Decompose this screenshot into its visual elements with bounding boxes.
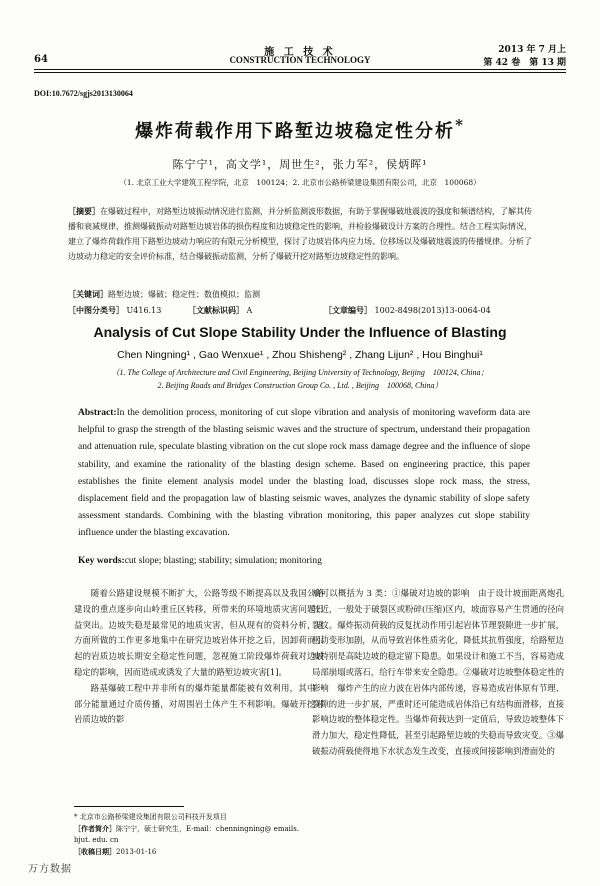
affiliation-en-line: （1. The College of Architecture and Civil Engineering, Beijing University of Technology, Beijing 100124, China；: [111, 368, 489, 377]
body-paragraph: 随着公路建设规模不断扩大，公路等级不断提高以及我国公路建设的重点逐步向山岭重丘区转移，所带来的环境地质灾害问题日益突出。边坡失稳是最常见的地质灾害，但从现有的资料分析，这方面所做的工作更多地集中在研究边坡岩体开挖之后，因卸荷而引起的岩质边坡长期安全稳定性问题，忽视施工阶段爆炸荷载对边坡稳定的影响，因而造成或诱发了大量的路堑边坡灾害[1]。: [74, 588, 324, 677]
article-value: 1002-8498(2013)13-0064-04: [374, 306, 491, 315]
keywords-en: [78, 556, 530, 566]
header-rule-thin: [34, 72, 566, 73]
keywords-cn-text: 路堑边坡；爆破；稳定性；数值模拟；监测: [108, 290, 260, 299]
page-number: 64: [34, 54, 48, 65]
keywords-en-text: cut slope; blasting; stability; simulation; monitoring: [124, 556, 322, 566]
doc-value: A: [246, 306, 253, 315]
title-cn: [0, 116, 600, 143]
keywords-en-label: Key words:: [78, 556, 125, 566]
authors-en: Chen Ningning¹ , Gao Wenxue¹ , Zhou Shisheng² , Zhang Lijun² , Hou Binghui¹: [117, 349, 483, 361]
received-note-text: 2013-01-16: [116, 848, 157, 856]
article-number: [324, 305, 491, 316]
abstract-en-label: Abstract:: [78, 408, 117, 418]
received-note-label: ［收稿日期］: [74, 847, 116, 856]
affiliation-en-line: 2. Beijing Roads and Bridges Construction Group Co. , Ltd. , Beijing 100068, China）: [157, 381, 443, 390]
running-header: [34, 36, 566, 70]
title-cn-text: 爆炸荷载作用下路堑边坡稳定性分析: [135, 121, 456, 142]
abstract-en-text: In the demolition process, monitoring of cut slope vibration and analysis of monitoring waveform data are helpful to grasp the strength of the blasting seismic waves and the structure of spectrum, understand their propagation and attenuation rule, speculate blasting vibration on the cut slope rock mass damage degree and the influence of slope stability, and examine the rationality of the blasting design scheme. Based on engineering practice, this paper establishes the finite element analysis model under the blasting load, discusses slope rock mass, the stress, displacement field and the propagation law of blasting seismic waves, analyzes the dynamic stability of slope safety assessment standards. Combining with the blasting vibration monitoring, this paper analyzes cut slope stability influence under the blasting excavation.: [78, 408, 530, 539]
abstract-cn: [68, 204, 532, 264]
journal-name-en: CONSTRUCTION TECHNOLOGY: [229, 55, 371, 65]
doc-code: [188, 305, 252, 316]
abstract-cn-label: ［摘要］: [68, 206, 100, 216]
received-note: [74, 846, 314, 858]
affiliations-en: [0, 366, 600, 392]
authors-cn: 陈宁宁¹，高文学¹，周世生²，张力军²，侯炳晖¹: [172, 158, 428, 171]
body-column-right: [312, 586, 564, 760]
affiliations-cn: （1. 北京工业大学建筑工程学院，北京 100124；2. 北京市公路桥梁建设集团有限公司，北京 100068）: [119, 178, 481, 187]
author-note: [74, 823, 314, 846]
doi: DOI:10.7672/sgjs2013130064: [34, 89, 133, 98]
keywords-cn: [68, 289, 532, 300]
volume-issue: 第 42 卷 第 13 期: [483, 58, 566, 68]
header-rule-thick: [34, 69, 566, 70]
keywords-cn-label: ［关键词］: [68, 289, 108, 299]
title-fund-mark: *: [455, 116, 465, 134]
author-note-text: 陈宁宁，硕士研究生，E-mail：chenningning@ emails. bjut. edu. cn: [74, 825, 299, 844]
abstract-en: [78, 405, 530, 543]
clc-code: [68, 305, 161, 316]
body-paragraph: 响可以概括为 3 类：①爆破对边坡的影响 由于设计坡面距离炮孔较近，一般处于破裂区或粉碎(压缩)区内，坡面容易产生贯通的径向裂纹。爆炸振动荷载的反复扰动作用引起岩体节理裂隙进一步扩展，松动变形加剧，从而导致岩体性质劣化，降低其抗剪强度，给路堑边坡特别是高陡边坡的稳定留下隐患。如果设计和施工不当，容易造成局部崩塌或落石，给行车带来安全隐患。②爆破对边坡整体稳定性的影响 爆炸产生的应力波在岩体内部传递，容易造成岩体原有节理、裂隙的进一步扩展，严重时还可能造成岩体沿已有结构面滑移，直接影响边坡的整体稳定性。当爆炸荷载达到一定值后，导致边坡整体下滑力加大，稳定性降低，甚至引起路堑边坡的失稳而导致灾变。③爆破振动荷载使得地下水状态发生改变，直接或间接影响到滑面处的: [312, 588, 564, 756]
title-en: Analysis of Cut Slope Stability Under the Influence of Blasting: [93, 324, 507, 340]
watermark: 万方数据: [28, 864, 72, 875]
issue-date: 2013 年 7 月上: [498, 45, 566, 55]
footnote-rule: [74, 806, 184, 807]
clc-label: ［中图分类号］: [68, 305, 124, 315]
author-note-label: ［作者简介］: [74, 824, 116, 833]
article-label: ［文章编号］: [324, 305, 372, 315]
footnote: [74, 812, 314, 858]
journal-name-cn: 施 工 技 术: [264, 47, 336, 58]
doc-label: ［文献标识码］: [188, 305, 244, 315]
abstract-cn-text: 在爆破过程中，对路堑边坡振动情况进行监测，并分析监测波形数据，有助于掌握爆破地震波的强度和频谱结构，了解其传播和衰减规律，推测爆破振动对路堑边坡岩体的损伤程度和边坡稳定性的影响，并检验爆破设计方案的合理性。结合工程实际情况，建立了爆炸荷载作用下路堑边坡动力响应的有限元分析模型，探讨了边坡岩体内应力场、位移场以及爆破地震波的传播规律。分析了边坡动力稳定的安全评价标准，结合爆破振动监测，分析了爆破开挖对路堑边坡稳定性的影响。: [68, 207, 532, 261]
clc-value: U416.13: [126, 306, 162, 315]
body-paragraph: 路基爆破工程中并非所有的爆炸能量都能被有效利用，其中一部分能量通过介质传播，对周围岩土体产生不利影响。爆破开挖对岩质边坡的影: [74, 682, 324, 725]
body-column-left: [74, 586, 324, 728]
fund-note: * 北京市公路桥梁建设集团有限公司科技开发项目: [74, 813, 227, 821]
